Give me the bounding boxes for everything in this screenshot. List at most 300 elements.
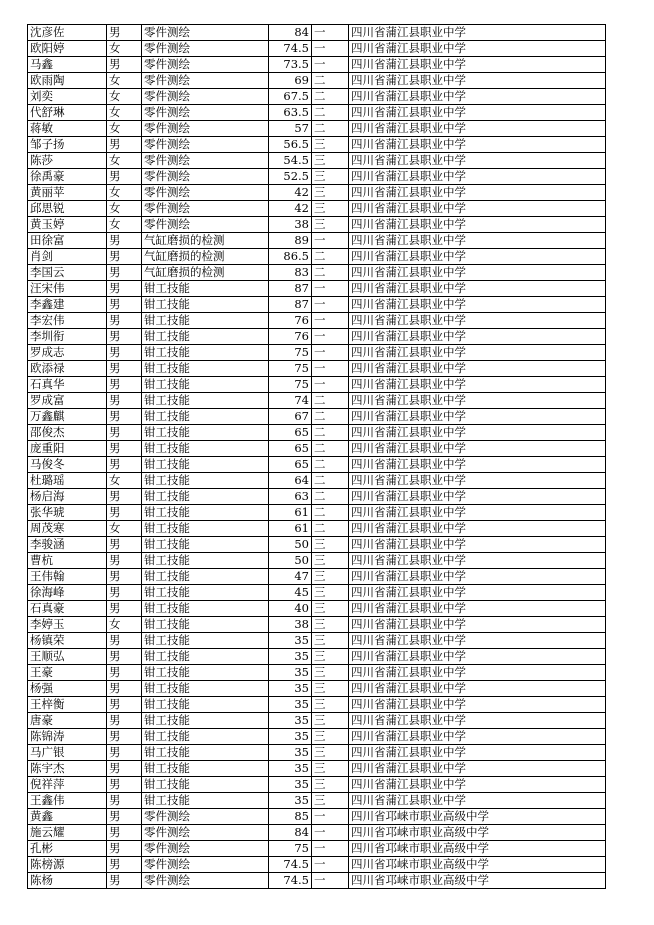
gender-cell: 女 <box>107 617 142 633</box>
results-table <box>27 24 606 889</box>
student-name-cell: 罗成志 <box>28 345 107 361</box>
gender-cell: 男 <box>107 297 142 313</box>
gender-cell: 女 <box>107 201 142 217</box>
award-level-cell: 一 <box>312 25 349 41</box>
project-cell: 钳工技能 <box>142 505 269 521</box>
score-cell: 73.5 <box>269 57 312 73</box>
gender-cell: 男 <box>107 137 142 153</box>
school-cell: 四川省蒲江县职业中学 <box>349 473 606 489</box>
school-cell: 四川省蒲江县职业中学 <box>349 441 606 457</box>
table-row <box>28 489 606 505</box>
school-cell: 四川省蒲江县职业中学 <box>349 777 606 793</box>
table-row <box>28 825 606 841</box>
table-row <box>28 121 606 137</box>
gender-cell: 男 <box>107 649 142 665</box>
project-cell: 钳工技能 <box>142 281 269 297</box>
project-cell: 钳工技能 <box>142 473 269 489</box>
score-cell: 65 <box>269 457 312 473</box>
project-cell: 气缸磨损的检测 <box>142 265 269 281</box>
award-level-cell: 一 <box>312 857 349 873</box>
school-cell: 四川省蒲江县职业中学 <box>349 617 606 633</box>
student-name-cell: 陈杨 <box>28 873 107 889</box>
award-level-cell: 二 <box>312 249 349 265</box>
student-name-cell: 李国云 <box>28 265 107 281</box>
award-level-cell: 三 <box>312 553 349 569</box>
school-cell: 四川省蒲江县职业中学 <box>349 297 606 313</box>
project-cell: 钳工技能 <box>142 329 269 345</box>
table-row <box>28 89 606 105</box>
school-cell: 四川省蒲江县职业中学 <box>349 793 606 809</box>
school-cell: 四川省蒲江县职业中学 <box>349 729 606 745</box>
student-name-cell: 欧阳婷 <box>28 41 107 57</box>
school-cell: 四川省蒲江县职业中学 <box>349 249 606 265</box>
student-name-cell: 张华琥 <box>28 505 107 521</box>
project-cell: 零件测绘 <box>142 25 269 41</box>
gender-cell: 男 <box>107 569 142 585</box>
award-level-cell: 二 <box>312 121 349 137</box>
project-cell: 钳工技能 <box>142 601 269 617</box>
gender-cell: 男 <box>107 537 142 553</box>
score-cell: 38 <box>269 217 312 233</box>
school-cell: 四川省蒲江县职业中学 <box>349 425 606 441</box>
award-level-cell: 一 <box>312 233 349 249</box>
award-level-cell: 一 <box>312 41 349 57</box>
score-cell: 35 <box>269 761 312 777</box>
score-cell: 76 <box>269 313 312 329</box>
student-name-cell: 代舒琳 <box>28 105 107 121</box>
table-row <box>28 809 606 825</box>
project-cell: 钳工技能 <box>142 585 269 601</box>
award-level-cell: 二 <box>312 425 349 441</box>
score-cell: 89 <box>269 233 312 249</box>
gender-cell: 男 <box>107 457 142 473</box>
school-cell: 四川省蒲江县职业中学 <box>349 713 606 729</box>
table-row <box>28 281 606 297</box>
gender-cell: 男 <box>107 281 142 297</box>
student-name-cell: 邹子扬 <box>28 137 107 153</box>
award-level-cell: 三 <box>312 185 349 201</box>
gender-cell: 男 <box>107 825 142 841</box>
project-cell: 零件测绘 <box>142 121 269 137</box>
school-cell: 四川省蒲江县职业中学 <box>349 89 606 105</box>
score-cell: 75 <box>269 345 312 361</box>
table-row <box>28 137 606 153</box>
award-level-cell: 二 <box>312 473 349 489</box>
project-cell: 钳工技能 <box>142 377 269 393</box>
school-cell: 四川省蒲江县职业中学 <box>349 633 606 649</box>
table-row <box>28 297 606 313</box>
gender-cell: 男 <box>107 857 142 873</box>
score-cell: 83 <box>269 265 312 281</box>
student-name-cell: 陈宇杰 <box>28 761 107 777</box>
table-row <box>28 473 606 489</box>
student-name-cell: 王豪 <box>28 665 107 681</box>
student-name-cell: 李宏伟 <box>28 313 107 329</box>
score-cell: 38 <box>269 617 312 633</box>
school-cell: 四川省邛崃市职业高级中学 <box>349 873 606 889</box>
award-level-cell: 三 <box>312 633 349 649</box>
school-cell: 四川省蒲江县职业中学 <box>349 585 606 601</box>
score-cell: 50 <box>269 553 312 569</box>
score-cell: 84 <box>269 25 312 41</box>
school-cell: 四川省蒲江县职业中学 <box>349 665 606 681</box>
award-level-cell: 二 <box>312 505 349 521</box>
table-row <box>28 633 606 649</box>
project-cell: 钳工技能 <box>142 665 269 681</box>
score-cell: 35 <box>269 681 312 697</box>
gender-cell: 男 <box>107 585 142 601</box>
student-name-cell: 邱思锐 <box>28 201 107 217</box>
student-name-cell: 万鑫麒 <box>28 409 107 425</box>
table-row <box>28 553 606 569</box>
table-row <box>28 729 606 745</box>
score-cell: 74 <box>269 393 312 409</box>
score-cell: 35 <box>269 649 312 665</box>
gender-cell: 男 <box>107 329 142 345</box>
gender-cell: 男 <box>107 601 142 617</box>
school-cell: 四川省蒲江县职业中学 <box>349 761 606 777</box>
score-cell: 56.5 <box>269 137 312 153</box>
project-cell: 钳工技能 <box>142 761 269 777</box>
project-cell: 零件测绘 <box>142 73 269 89</box>
score-cell: 67 <box>269 409 312 425</box>
table-row <box>28 185 606 201</box>
score-cell: 45 <box>269 585 312 601</box>
table-row <box>28 377 606 393</box>
award-level-cell: 一 <box>312 297 349 313</box>
gender-cell: 男 <box>107 713 142 729</box>
gender-cell: 男 <box>107 361 142 377</box>
student-name-cell: 唐豪 <box>28 713 107 729</box>
student-name-cell: 汪宋伟 <box>28 281 107 297</box>
score-cell: 87 <box>269 281 312 297</box>
award-level-cell: 一 <box>312 361 349 377</box>
student-name-cell: 罗成富 <box>28 393 107 409</box>
student-name-cell: 李婷玉 <box>28 617 107 633</box>
award-level-cell: 三 <box>312 713 349 729</box>
school-cell: 四川省蒲江县职业中学 <box>349 281 606 297</box>
table-row <box>28 745 606 761</box>
school-cell: 四川省蒲江县职业中学 <box>349 393 606 409</box>
school-cell: 四川省蒲江县职业中学 <box>349 313 606 329</box>
award-level-cell: 三 <box>312 169 349 185</box>
school-cell: 四川省蒲江县职业中学 <box>349 361 606 377</box>
table-row <box>28 217 606 233</box>
table-row <box>28 521 606 537</box>
school-cell: 四川省蒲江县职业中学 <box>349 169 606 185</box>
gender-cell: 男 <box>107 873 142 889</box>
table-row <box>28 569 606 585</box>
award-level-cell: 三 <box>312 217 349 233</box>
score-cell: 67.5 <box>269 89 312 105</box>
award-level-cell: 一 <box>312 809 349 825</box>
student-name-cell: 施云耀 <box>28 825 107 841</box>
gender-cell: 男 <box>107 425 142 441</box>
student-name-cell: 石真豪 <box>28 601 107 617</box>
student-name-cell: 倪祥萍 <box>28 777 107 793</box>
school-cell: 四川省蒲江县职业中学 <box>349 409 606 425</box>
project-cell: 钳工技能 <box>142 697 269 713</box>
award-level-cell: 三 <box>312 745 349 761</box>
project-cell: 零件测绘 <box>142 857 269 873</box>
school-cell: 四川省邛崃市职业高级中学 <box>349 841 606 857</box>
project-cell: 钳工技能 <box>142 713 269 729</box>
school-cell: 四川省邛崃市职业高级中学 <box>349 809 606 825</box>
gender-cell: 男 <box>107 57 142 73</box>
award-level-cell: 三 <box>312 649 349 665</box>
score-cell: 74.5 <box>269 41 312 57</box>
student-name-cell: 黄丽苹 <box>28 185 107 201</box>
student-name-cell: 欧雨陶 <box>28 73 107 89</box>
student-name-cell: 马鑫 <box>28 57 107 73</box>
school-cell: 四川省蒲江县职业中学 <box>349 745 606 761</box>
gender-cell: 男 <box>107 409 142 425</box>
student-name-cell: 曹杭 <box>28 553 107 569</box>
project-cell: 钳工技能 <box>142 745 269 761</box>
student-name-cell: 肖剑 <box>28 249 107 265</box>
student-name-cell: 陈莎 <box>28 153 107 169</box>
score-cell: 35 <box>269 745 312 761</box>
table-row <box>28 857 606 873</box>
score-cell: 63 <box>269 489 312 505</box>
student-name-cell: 杜璐瑶 <box>28 473 107 489</box>
table-row <box>28 73 606 89</box>
results-table-body <box>28 25 606 889</box>
score-cell: 61 <box>269 521 312 537</box>
project-cell: 钳工技能 <box>142 489 269 505</box>
gender-cell: 男 <box>107 809 142 825</box>
score-cell: 86.5 <box>269 249 312 265</box>
student-name-cell: 王鑫伟 <box>28 793 107 809</box>
score-cell: 35 <box>269 697 312 713</box>
award-level-cell: 二 <box>312 89 349 105</box>
student-name-cell: 陈锦涛 <box>28 729 107 745</box>
table-row <box>28 505 606 521</box>
table-row <box>28 425 606 441</box>
score-cell: 63.5 <box>269 105 312 121</box>
school-cell: 四川省蒲江县职业中学 <box>349 185 606 201</box>
table-row <box>28 697 606 713</box>
gender-cell: 女 <box>107 217 142 233</box>
school-cell: 四川省蒲江县职业中学 <box>349 537 606 553</box>
table-row <box>28 649 606 665</box>
award-level-cell: 一 <box>312 377 349 393</box>
school-cell: 四川省蒲江县职业中学 <box>349 601 606 617</box>
school-cell: 四川省蒲江县职业中学 <box>349 553 606 569</box>
score-cell: 75 <box>269 377 312 393</box>
table-row <box>28 617 606 633</box>
score-cell: 84 <box>269 825 312 841</box>
table-row <box>28 393 606 409</box>
project-cell: 钳工技能 <box>142 777 269 793</box>
table-row <box>28 41 606 57</box>
student-name-cell: 马俊冬 <box>28 457 107 473</box>
score-cell: 65 <box>269 425 312 441</box>
table-row <box>28 57 606 73</box>
table-row <box>28 841 606 857</box>
score-cell: 87 <box>269 297 312 313</box>
table-row <box>28 761 606 777</box>
student-name-cell: 马广银 <box>28 745 107 761</box>
award-level-cell: 三 <box>312 537 349 553</box>
award-level-cell: 三 <box>312 569 349 585</box>
award-level-cell: 三 <box>312 201 349 217</box>
score-cell: 75 <box>269 841 312 857</box>
award-level-cell: 二 <box>312 489 349 505</box>
award-level-cell: 一 <box>312 841 349 857</box>
score-cell: 35 <box>269 713 312 729</box>
project-cell: 气缸磨损的检测 <box>142 233 269 249</box>
award-level-cell: 三 <box>312 601 349 617</box>
table-row <box>28 313 606 329</box>
table-row <box>28 249 606 265</box>
school-cell: 四川省蒲江县职业中学 <box>349 201 606 217</box>
student-name-cell: 杨启海 <box>28 489 107 505</box>
student-name-cell: 庞重阳 <box>28 441 107 457</box>
award-level-cell: 二 <box>312 265 349 281</box>
student-name-cell: 徐禹豪 <box>28 169 107 185</box>
school-cell: 四川省蒲江县职业中学 <box>349 25 606 41</box>
project-cell: 零件测绘 <box>142 105 269 121</box>
project-cell: 气缸磨损的检测 <box>142 249 269 265</box>
award-level-cell: 三 <box>312 729 349 745</box>
project-cell: 零件测绘 <box>142 217 269 233</box>
project-cell: 零件测绘 <box>142 201 269 217</box>
gender-cell: 女 <box>107 121 142 137</box>
student-name-cell: 石真华 <box>28 377 107 393</box>
project-cell: 钳工技能 <box>142 569 269 585</box>
gender-cell: 男 <box>107 665 142 681</box>
table-row <box>28 713 606 729</box>
award-level-cell: 二 <box>312 441 349 457</box>
student-name-cell: 欧添禄 <box>28 361 107 377</box>
gender-cell: 女 <box>107 105 142 121</box>
gender-cell: 男 <box>107 393 142 409</box>
award-level-cell: 二 <box>312 521 349 537</box>
score-cell: 35 <box>269 777 312 793</box>
school-cell: 四川省蒲江县职业中学 <box>349 41 606 57</box>
gender-cell: 男 <box>107 249 142 265</box>
student-name-cell: 邵俊杰 <box>28 425 107 441</box>
award-level-cell: 一 <box>312 345 349 361</box>
school-cell: 四川省蒲江县职业中学 <box>349 697 606 713</box>
table-row <box>28 25 606 41</box>
table-row <box>28 457 606 473</box>
score-cell: 42 <box>269 185 312 201</box>
award-level-cell: 三 <box>312 681 349 697</box>
student-name-cell: 王伟翰 <box>28 569 107 585</box>
award-level-cell: 一 <box>312 57 349 73</box>
student-name-cell: 杨镇荣 <box>28 633 107 649</box>
table-row <box>28 233 606 249</box>
award-level-cell: 二 <box>312 393 349 409</box>
student-name-cell: 李骏涵 <box>28 537 107 553</box>
score-cell: 54.5 <box>269 153 312 169</box>
gender-cell: 男 <box>107 25 142 41</box>
table-row <box>28 793 606 809</box>
table-row <box>28 601 606 617</box>
student-name-cell: 陈榜源 <box>28 857 107 873</box>
gender-cell: 男 <box>107 745 142 761</box>
project-cell: 零件测绘 <box>142 841 269 857</box>
score-cell: 75 <box>269 361 312 377</box>
score-cell: 35 <box>269 793 312 809</box>
school-cell: 四川省蒲江县职业中学 <box>349 681 606 697</box>
student-name-cell: 孔彬 <box>28 841 107 857</box>
score-cell: 57 <box>269 121 312 137</box>
award-level-cell: 三 <box>312 153 349 169</box>
project-cell: 零件测绘 <box>142 137 269 153</box>
award-level-cell: 一 <box>312 873 349 889</box>
school-cell: 四川省蒲江县职业中学 <box>349 649 606 665</box>
score-cell: 42 <box>269 201 312 217</box>
table-row <box>28 105 606 121</box>
gender-cell: 男 <box>107 169 142 185</box>
gender-cell: 男 <box>107 729 142 745</box>
gender-cell: 女 <box>107 41 142 57</box>
project-cell: 钳工技能 <box>142 393 269 409</box>
gender-cell: 男 <box>107 777 142 793</box>
gender-cell: 女 <box>107 153 142 169</box>
award-level-cell: 二 <box>312 105 349 121</box>
project-cell: 零件测绘 <box>142 873 269 889</box>
school-cell: 四川省蒲江县职业中学 <box>349 265 606 281</box>
school-cell: 四川省蒲江县职业中学 <box>349 457 606 473</box>
school-cell: 四川省蒲江县职业中学 <box>349 489 606 505</box>
gender-cell: 女 <box>107 473 142 489</box>
table-row <box>28 169 606 185</box>
gender-cell: 男 <box>107 553 142 569</box>
score-cell: 47 <box>269 569 312 585</box>
project-cell: 零件测绘 <box>142 89 269 105</box>
school-cell: 四川省蒲江县职业中学 <box>349 345 606 361</box>
student-name-cell: 王梓衡 <box>28 697 107 713</box>
score-cell: 35 <box>269 729 312 745</box>
score-cell: 74.5 <box>269 873 312 889</box>
table-row <box>28 585 606 601</box>
score-cell: 76 <box>269 329 312 345</box>
gender-cell: 女 <box>107 73 142 89</box>
award-level-cell: 一 <box>312 329 349 345</box>
gender-cell: 男 <box>107 489 142 505</box>
award-level-cell: 一 <box>312 313 349 329</box>
gender-cell: 男 <box>107 233 142 249</box>
gender-cell: 男 <box>107 633 142 649</box>
table-row <box>28 441 606 457</box>
table-row <box>28 329 606 345</box>
table-row <box>28 265 606 281</box>
award-level-cell: 三 <box>312 665 349 681</box>
student-name-cell: 沈彦佐 <box>28 25 107 41</box>
score-cell: 65 <box>269 441 312 457</box>
project-cell: 钳工技能 <box>142 729 269 745</box>
score-cell: 50 <box>269 537 312 553</box>
award-level-cell: 三 <box>312 617 349 633</box>
project-cell: 钳工技能 <box>142 409 269 425</box>
gender-cell: 女 <box>107 185 142 201</box>
score-cell: 61 <box>269 505 312 521</box>
student-name-cell: 李圳衔 <box>28 329 107 345</box>
project-cell: 零件测绘 <box>142 809 269 825</box>
gender-cell: 男 <box>107 345 142 361</box>
table-row <box>28 409 606 425</box>
school-cell: 四川省蒲江县职业中学 <box>349 569 606 585</box>
student-name-cell: 黄鑫 <box>28 809 107 825</box>
score-cell: 52.5 <box>269 169 312 185</box>
gender-cell: 女 <box>107 89 142 105</box>
project-cell: 钳工技能 <box>142 617 269 633</box>
score-cell: 35 <box>269 665 312 681</box>
